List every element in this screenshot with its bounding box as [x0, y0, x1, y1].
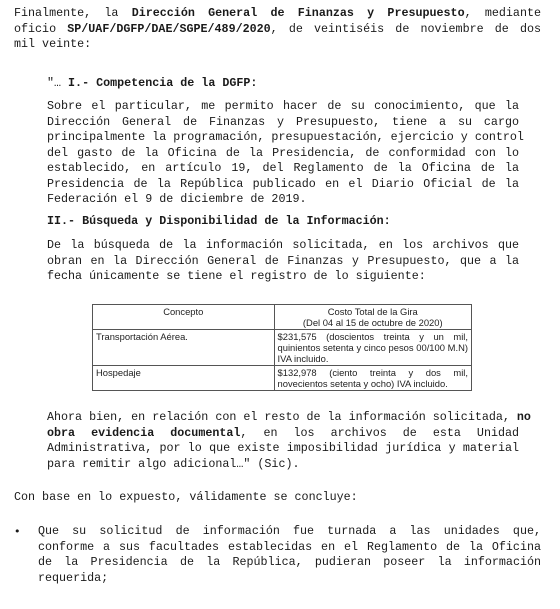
section-1-line: del gasto de la Oficina de la Presidencia, de conformidad con lo [47, 145, 519, 160]
oficio-number: SP/UAF/DGFP/DAE/SGPE/489/2020 [67, 21, 271, 36]
section-1-line: Federación el 9 de diciembre de 2019. [47, 192, 307, 206]
section-1-line: principalmente la programación, presupuestación, ejercicio y control [47, 130, 524, 144]
closing-line-3: Administrativa, por lo que existe imposibilidad jurídica y material [47, 441, 519, 455]
closing-line-1: Ahora bien, en relación con el resto de la información solicitada, no [47, 410, 531, 424]
intro-line-2: oficio SP/UAF/DGFP/DAE/SGPE/489/2020, de veintiséis de noviembre de dos [14, 21, 541, 36]
intro-line-1: Finalmente, la Dirección General de Finanzas y Presupuesto, mediante [14, 6, 541, 20]
intro-paragraph [14, 6, 541, 53]
table-row [93, 330, 472, 366]
conclusion-line: Con base en lo expuesto, válidamente se concluye: [14, 490, 358, 504]
section-1-line: Presidencia de la República publicado en el Diario Oficial de la [47, 176, 519, 191]
table-cell-concept: Transportación Aérea. [93, 330, 275, 366]
closing-line-4: para remitir algo adicional…" (Sic). [47, 456, 300, 471]
header-cost: Costo Total de la Gira (Del 04 al 15 de octubre de 2020) [274, 305, 471, 330]
table-cell-concept: Hospedaje [93, 366, 275, 391]
closing-line-2: obra evidencia documental, en los archivos de esta Unidad [47, 425, 520, 440]
table-cell-cost: $132,978 (ciento treinta y dos mil, novecientos setenta y ocho) IVA incluido. [274, 366, 471, 391]
bullet-line: conforme a sus facultades establecidas en el Reglamento de la Oficina [38, 539, 541, 554]
section-2-heading: II.- Búsqueda y Disponibilidad de la Información: [47, 214, 391, 228]
table-header-row [93, 305, 472, 330]
section-1-body [47, 99, 524, 208]
section-2-line: obran en la Dirección General de Finanzas y Presupuesto, que a la [47, 253, 519, 268]
section-1-heading: "… I.- Competencia de la DGFP: [47, 76, 258, 90]
section-2-body [47, 238, 519, 285]
bullet-line: Que su solicitud de información fue turnada a las unidades que, [38, 524, 541, 538]
section-2-line: fecha únicamente se tiene el registro de lo siguiente: [47, 269, 426, 283]
bullet-line: de la Presidencia de la República, pudieran poseer la información [38, 555, 541, 569]
closing-paragraph [47, 410, 531, 472]
table-cell-cost: $231,575 (doscientos treinta y un mil, quinientos setenta y cinco pesos 00/100 M.N) IVA incluido. [274, 330, 471, 366]
dgfp-name: Dirección General de Finanzas y Presupuesto [131, 6, 465, 20]
section-1-line: Sobre el particular, me permito hacer de su conocimiento, que la [47, 99, 519, 113]
header-concept: Concepto [93, 305, 275, 330]
tour-cost-table [92, 304, 472, 391]
bullet-icon: • [14, 525, 21, 538]
table-row [93, 366, 472, 391]
section-1-line: Dirección General de Finanzas y Presupuesto, tiene a su cargo [47, 114, 519, 129]
bullet-line: requerida; [38, 570, 109, 585]
section-2-line: De la búsqueda de la información solicitada, en los archivos que [47, 238, 519, 252]
section-1-line: establecido, en artículo 19, del Reglamento de la Oficina de la [47, 161, 519, 175]
bullet-item [38, 524, 541, 586]
intro-line-3: mil veinte: [14, 37, 92, 51]
